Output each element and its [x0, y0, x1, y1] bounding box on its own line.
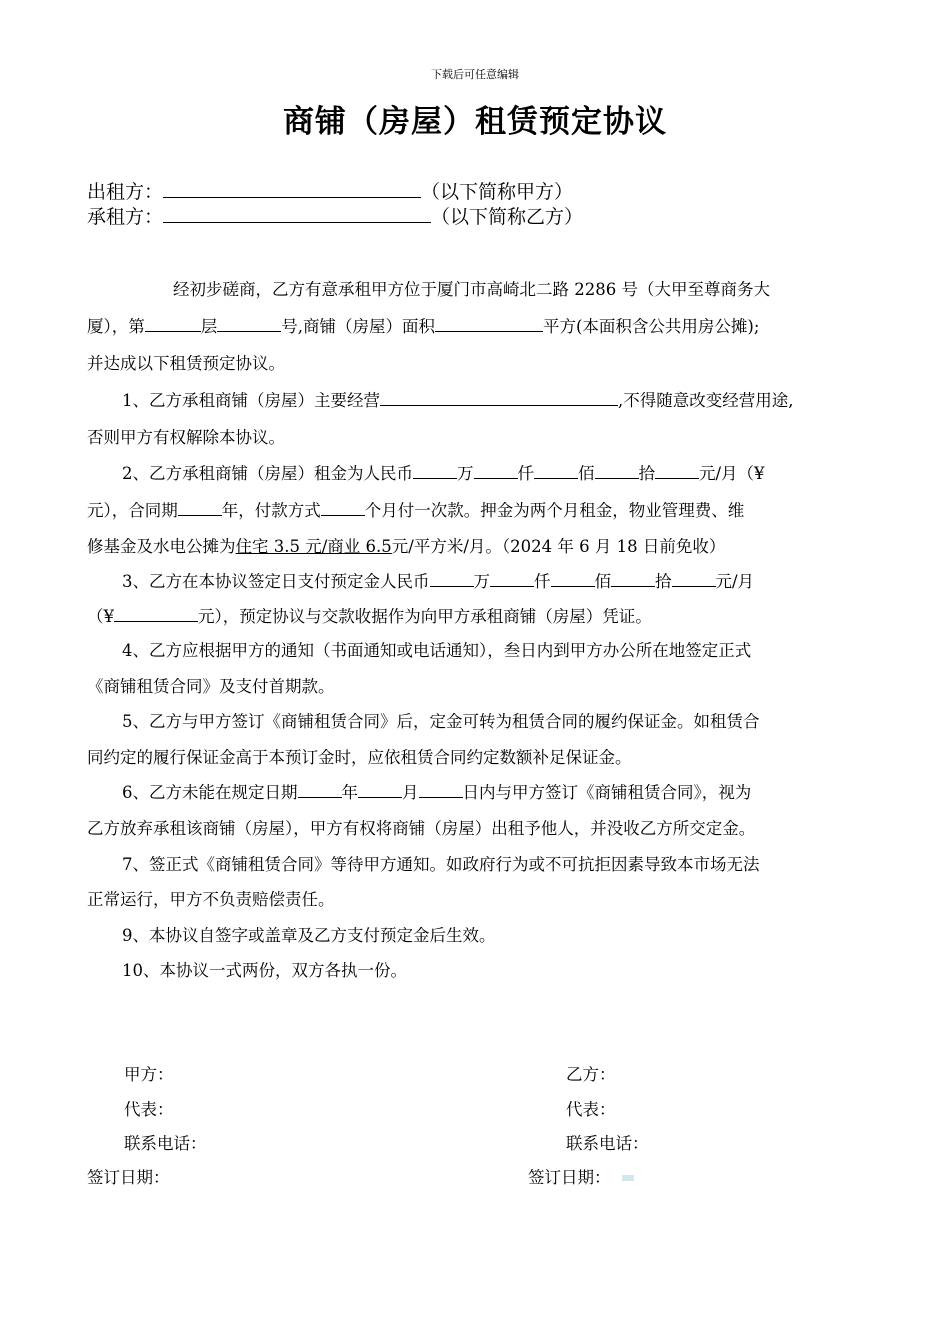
clause-7-line-1: 7、签正式《商铺租赁合同》等待甲方通知。如政府行为或不可抗拒因素导致本市场无法 — [122, 855, 760, 874]
deadline-day-blank[interactable] — [419, 782, 463, 798]
clause-text: 元），合同期 — [87, 501, 178, 520]
rep-a-label: 代表： — [124, 1100, 174, 1119]
deposit-amount-blank[interactable] — [114, 606, 198, 622]
lessor-suffix: （以下简称甲方） — [421, 181, 574, 203]
unit-blank[interactable] — [217, 316, 281, 332]
clause-1-line-2: 否则甲方有权解除本协议。 — [87, 428, 285, 447]
clause-text: 元），预定协议与交款收据作为向甲方承租商铺（房屋）凭证。 — [198, 607, 652, 626]
rent-bai-blank[interactable] — [534, 463, 578, 479]
intro-line-3: 并达成以下租赁预定协议。 — [87, 354, 285, 373]
document-title: 商铺（房屋）租赁预定协议 — [283, 104, 667, 140]
intro-text: 号,商铺（房屋）面积 — [281, 317, 435, 336]
clause-text: 3、乙方在本协议签定日支付预定金人民币 — [122, 572, 430, 591]
clause-text: 拾 — [638, 464, 655, 483]
floor-blank[interactable] — [145, 316, 201, 332]
deposit-yuan-blank[interactable] — [672, 571, 716, 587]
intro-line-2 — [87, 313, 759, 337]
party-a-label: 甲方： — [124, 1065, 174, 1084]
selection-marker — [622, 1175, 634, 1181]
clause-text: 拾 — [655, 572, 672, 591]
clause-text: 修基金及水电公摊为 — [87, 537, 236, 556]
intro-text: 厦），第 — [87, 317, 145, 336]
clause-5-line-1: 5、乙方与甲方签订《商铺租赁合同》后，定金可转为租赁合同的履约保证金。如租赁合 — [122, 712, 760, 731]
date-b-label: 签订日期： — [528, 1168, 611, 1187]
lessee-suffix: （以下简称乙方） — [431, 206, 584, 228]
clause-10: 10、本协议一式两份，双方各执一份。 — [122, 961, 407, 980]
deposit-shi-blank[interactable] — [611, 571, 655, 587]
clause-2-line-1 — [122, 460, 765, 484]
clause-4-line-2: 《商铺租赁合同》及支付首期款。 — [87, 677, 335, 696]
clause-4-line-1: 4、乙方应根据甲方的通知（书面通知或电话通知），叁日内到甲方办公所在地签定正式 — [122, 641, 752, 660]
clause-text: 佰 — [594, 572, 611, 591]
rent-qian-blank[interactable] — [474, 463, 518, 479]
rent-shi-blank[interactable] — [595, 463, 639, 479]
clause-text: 仟 — [517, 464, 534, 483]
clause-text: （¥ — [87, 607, 114, 626]
lessor-line — [87, 177, 573, 204]
intro-text: 层 — [200, 317, 218, 336]
clause-text: 日内与甲方签订《商铺租赁合同》，视为 — [462, 783, 752, 802]
rep-b-label: 代表： — [566, 1100, 616, 1119]
clause-text: 6、乙方未能在规定日期 — [122, 783, 298, 802]
lessee-label: 承租方： — [87, 206, 164, 228]
intro-line-1: 经初步磋商，乙方有意承租甲方位于厦门市高崎北二路 2286 号（大甲至尊商务大 — [173, 280, 770, 299]
clause-2-line-2 — [87, 497, 744, 521]
deposit-wan-blank[interactable] — [430, 571, 474, 587]
lessor-label: 出租方： — [87, 181, 164, 203]
party-b-label: 乙方： — [566, 1065, 616, 1084]
clause-2-line-3 — [87, 533, 725, 557]
clause-text: 1、乙方承租商铺（房屋）主要经营 — [122, 391, 380, 410]
clause-text: 仟 — [534, 572, 551, 591]
clause-text: 2、乙方承租商铺（房屋）租金为人民币 — [122, 464, 413, 483]
clause-5-line-2: 同约定的履行保证金高于本预订金时，应依租赁合同约定数额补足保证金。 — [87, 748, 632, 767]
clause-text: 元/月（¥ — [699, 464, 765, 483]
phone-b-label: 联系电话： — [566, 1134, 649, 1153]
business-blank[interactable] — [380, 390, 618, 406]
deposit-qian-blank[interactable] — [490, 571, 534, 587]
clause-6-line-1 — [122, 779, 751, 803]
clause-text: 万 — [473, 572, 490, 591]
clause-text: 年 — [341, 783, 358, 802]
rent-yuan-blank[interactable] — [655, 463, 699, 479]
date-a-label: 签订日期： — [87, 1168, 170, 1187]
clause-9: 9、本协议自签字或盖章及乙方支付预定金后生效。 — [122, 926, 496, 945]
term-years-blank[interactable] — [178, 500, 222, 516]
intro-text: 平方(本面积含公共用房公摊); — [543, 317, 760, 336]
clause-text: 个月付一次款。押金为两个月租金，物业管理费、维 — [364, 501, 745, 520]
clause-7-line-2: 正常运行，甲方不负责赔偿责任。 — [87, 890, 335, 909]
clause-3-line-2 — [87, 603, 652, 627]
deadline-year-blank[interactable] — [298, 782, 342, 798]
clause-text: 月 — [402, 783, 419, 802]
clause-1-line-1 — [122, 387, 794, 411]
rent-wan-blank[interactable] — [413, 463, 457, 479]
phone-a-label: 联系电话： — [124, 1134, 207, 1153]
clause-text: 元/平方米/月。（2024 年 6 月 18 日前免收） — [391, 537, 726, 556]
deposit-bai-blank[interactable] — [551, 571, 595, 587]
clause-text: 佰 — [578, 464, 595, 483]
deadline-month-blank[interactable] — [358, 782, 402, 798]
clause-6-line-2: 乙方放弃承租该商铺（房屋），甲方有权将商铺（房屋）出租予他人，并没收乙方所交定金。 — [87, 819, 756, 838]
clause-text: 万 — [457, 464, 474, 483]
lessor-blank[interactable] — [163, 179, 421, 198]
clause-text: 元/月 — [715, 572, 755, 591]
clause-text: 年，付款方式 — [221, 501, 321, 520]
lessee-line — [87, 202, 583, 229]
fee-rate-text: 住宅 3.5 元/商业 6.5 — [235, 537, 392, 556]
clause-text: ,不得随意改变经营用途, — [618, 391, 794, 410]
area-blank[interactable] — [435, 316, 543, 332]
clause-3-line-1 — [122, 568, 754, 592]
lessee-blank[interactable] — [163, 204, 431, 223]
header-note: 下载后可任意编辑 — [431, 68, 519, 81]
payment-months-blank[interactable] — [321, 500, 365, 516]
